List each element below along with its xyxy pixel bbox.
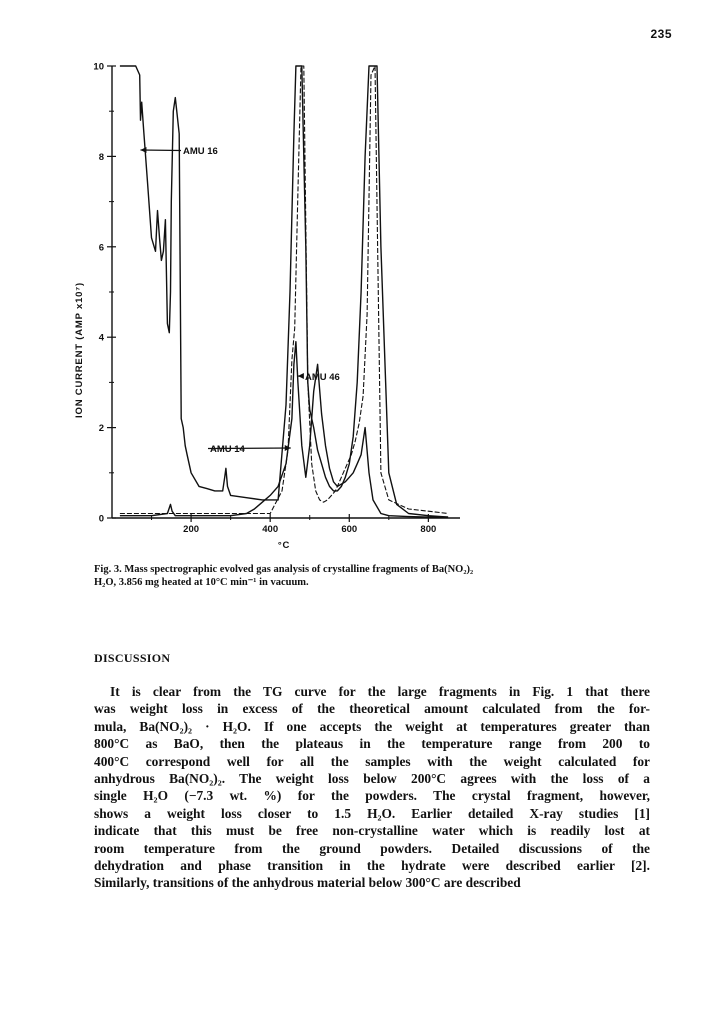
paragraph-line: shows a weight loss closer to 1.5 H₂O. Earlier detailed X-ray studies [1] <box>94 805 650 821</box>
annotation-arrow <box>208 448 291 449</box>
arrowhead <box>298 373 304 379</box>
x-tick-label: 400 <box>262 524 279 535</box>
chart-axes <box>93 62 460 536</box>
paragraph-line: It is clear from the TG curve for the large fragments in Fig. 1 that there <box>110 684 650 699</box>
paragraph-line: 800°C as BaO, then the plateaus in the temperature range from 200 to <box>94 736 650 752</box>
annotation-arrow <box>140 150 181 151</box>
paragraph-line: dehydration and phase transition in the hydrate were described earlier [2]. <box>94 858 650 874</box>
y-tick-label: 6 <box>98 242 104 254</box>
x-tick-label: 800 <box>420 524 437 535</box>
caption-line: H₂O, 3.856 mg heated at 10°C min⁻¹ in vacuum. <box>94 577 309 588</box>
discussion-paragraph <box>94 683 650 892</box>
x-tick-label: 200 <box>183 524 200 535</box>
mass-spectrograph-chart <box>60 50 480 560</box>
paragraph-line: indicate that this must be free non-crystalline water which is readily lost at <box>94 823 650 839</box>
y-tick-label: 0 <box>98 513 104 525</box>
y-tick-label: 4 <box>98 332 104 344</box>
arrowhead <box>140 147 146 153</box>
figure-caption <box>94 563 654 589</box>
paragraph-line: was weight loss in excess of the theoretical amount calculated from the for- <box>94 701 650 717</box>
section-heading: DISCUSSION <box>94 651 171 665</box>
paragraph-line: single H₂O (−7.3 wt. %) for the powders. The crystal fragment, however, <box>94 788 650 804</box>
paragraph-line: Similarly, transitions of the anhydrous material below 300°C are described <box>94 875 521 891</box>
y-tick-label: 2 <box>98 423 104 435</box>
paragraph-line: mula, Ba(NO₂)₂ · H₂O. If one accepts the weight at temperatures greater than <box>94 718 650 734</box>
paragraph-line: anhydrous Ba(NO₂)₂. The weight loss below 200°C agrees with the loss of a <box>94 771 650 787</box>
paragraph-line: room temperature from the ground powders. Detailed discussions of the <box>94 840 650 856</box>
page-number: 235 <box>650 27 672 41</box>
y-tick-label: 8 <box>98 151 104 163</box>
caption-line: Fig. 3. Mass spectrographic evolved gas analysis of crystalline fragments of Ba(NO₂)₂ <box>94 564 474 575</box>
annotation-label: AMU 46 <box>305 372 340 383</box>
x-tick-label: 600 <box>341 524 358 535</box>
y-tick-label: 10 <box>93 61 104 73</box>
figure-3 <box>60 50 480 560</box>
series-line <box>120 66 448 517</box>
paragraph-line: 400°C correspond well for all the samples with the weight calculated for <box>94 753 650 769</box>
annotation-label: AMU 14 <box>210 444 245 455</box>
annotation-label: AMU 16 <box>183 146 218 157</box>
chart-series <box>120 66 448 517</box>
y-axis-title: ION CURRENT (AMP x10⁷) <box>74 282 85 418</box>
x-axis-title: °C <box>277 540 291 551</box>
series-line <box>120 66 448 514</box>
